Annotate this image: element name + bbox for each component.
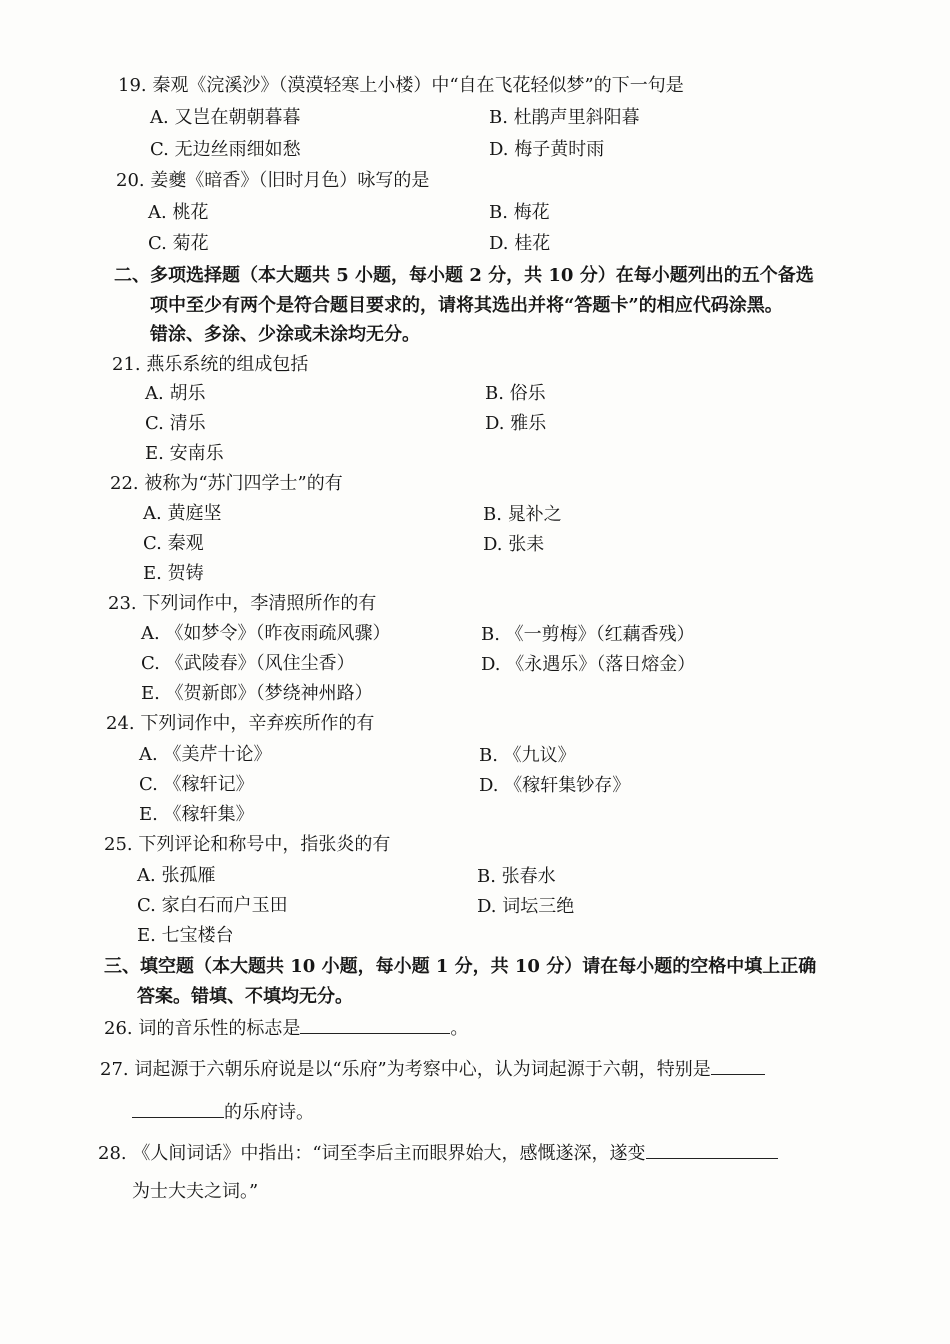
q22-option-a: A. 黄庭坚 [143,503,222,524]
q23-option-d: D. 《永遇乐》（落日熔金） [481,654,696,675]
q23-option-a: A. 《如梦令》（昨夜雨疏风骤） [141,623,391,644]
section2-instructions: 项中至少有两个是符合题目要求的，请将其选出并将“答题卡”的相应代码涂黑。 [150,295,783,316]
q28-line1 [98,1140,778,1166]
q21-option-e: E. 安南乐 [145,443,224,464]
q21-stem: 21. 燕乐系统的组成包括 [112,354,309,375]
q19-option-d: D. 梅子黄时雨 [489,139,605,160]
q19-option-a: A. 又岂在朝朝暮暮 [150,107,301,128]
q25-option-d: D. 词坛三绝 [477,896,575,917]
q20-option-d: D. 桂花 [489,233,551,254]
q28-line2: 为士大夫之词。” [132,1181,259,1202]
q27-line1 [100,1056,765,1082]
q22-option-b: B. 晁补之 [483,504,562,525]
q25-option-b: B. 张春水 [477,866,556,887]
q20-option-a: A. 桃花 [148,202,209,223]
q26-text: 26. 词的音乐性的标志是 [104,1018,301,1039]
q24-option-e: E. 《稼轩集》 [139,804,254,825]
q23-stem: 23. 下列词作中，李清照所作的有 [108,593,377,614]
q25-option-e: E. 七宝楼台 [137,925,234,946]
q23-option-c: C. 《武陵春》（风住尘香） [141,653,355,674]
q24-option-c: C. 《稼轩记》 [139,774,254,795]
q22-option-c: C. 秦观 [143,533,204,554]
q26-line [104,1015,468,1041]
q20-option-b: B. 梅花 [489,202,550,223]
q19-option-b: B. 杜鹃声里斜阳暮 [489,107,640,128]
q25-option-c: C. 家白石而户玉田 [137,895,288,916]
q25-stem: 25. 下列评论和称号中，指张炎的有 [104,834,391,855]
q19-option-c: C. 无边丝雨细如愁 [150,139,301,160]
q23-option-b: B. 《一剪梅》（红藕香残） [481,624,695,645]
q22-stem: 22. 被称为“苏门四学士”的有 [110,473,343,494]
section3-heading: 三、填空题（本大题共 10 小题，每小题 1 分，共 10 分）请在每小题的空格中填上正确 [104,956,817,977]
q24-stem: 24. 下列词作中，辛弃疾所作的有 [106,713,375,734]
q22-option-d: D. 张耒 [483,534,545,555]
q28-answer-blank[interactable] [646,1140,778,1159]
q24-option-a: A. 《美芹十论》 [139,744,272,765]
q27-answer-blank-start[interactable] [711,1056,765,1075]
q27-answer-blank-end[interactable] [132,1099,224,1118]
q28-text: 28. 《人间词话》中指出：“词至李后主而眼界始大，感慨遂深，遂变 [98,1143,646,1164]
q21-option-d: D. 雅乐 [485,413,547,434]
q27-text-end: 的乐府诗。 [224,1102,314,1123]
q24-option-d: D. 《稼轩集钞存》 [479,775,631,796]
q21-option-b: B. 俗乐 [485,383,546,404]
q26-answer-blank[interactable] [300,1015,450,1034]
q27-line2 [132,1099,314,1125]
q23-option-e: E. 《贺新郎》（梦绕神州路） [141,683,373,704]
q20-option-c: C. 菊花 [148,233,209,254]
section2-heading: 二、多项选择题（本大题共 5 小题，每小题 2 分，共 10 分）在每小题列出的五个备选 [114,265,814,286]
q24-option-b: B. 《九议》 [479,745,576,766]
q21-option-a: A. 胡乐 [145,383,206,404]
q26-end: 。 [450,1018,469,1039]
q25-option-a: A. 张孤雁 [137,865,216,886]
q22-option-e: E. 贺铸 [143,563,204,584]
q27-text: 27. 词起源于六朝乐府说是以“乐府”为考察中心，认为词起源于六朝，特别是 [100,1059,711,1080]
q21-option-c: C. 清乐 [145,413,206,434]
section3-instructions: 答案。错填、不填均无分。 [137,986,353,1007]
section2-instructions-end: 错涂、多涂、少涂或未涂均无分。 [150,324,420,345]
q19-stem: 19. 秦观《浣溪沙》（漠漠轻寒上小楼）中“自在飞花轻似梦”的下一句是 [118,75,684,96]
q20-stem: 20. 姜夔《暗香》（旧时月色）咏写的是 [116,170,430,191]
